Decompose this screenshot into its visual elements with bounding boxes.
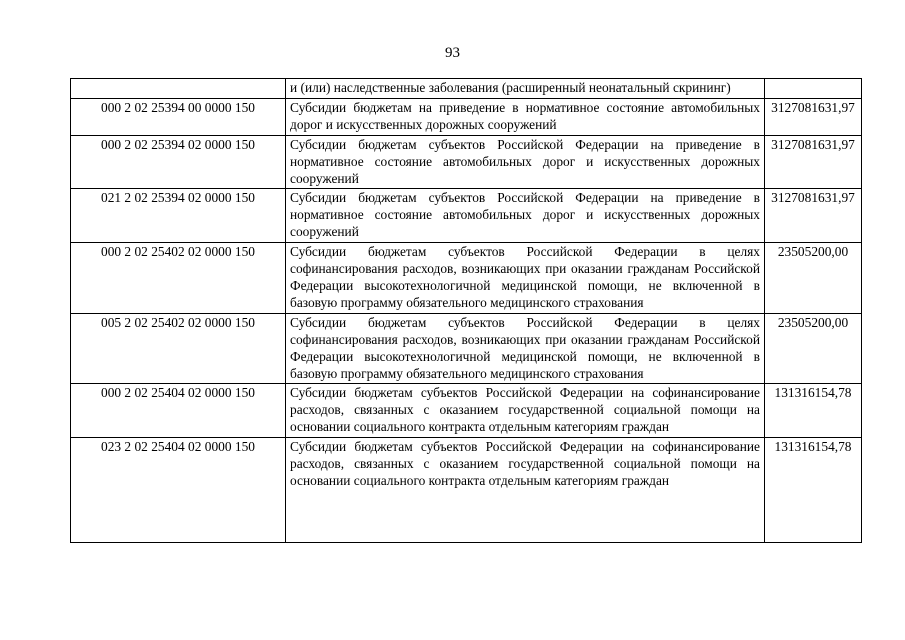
classification-code: 000 2 02 25404 02 0000 150: [71, 384, 286, 438]
amount: 23505200,00: [765, 313, 862, 384]
amount: 131316154,78: [765, 384, 862, 438]
classification-code: 000 2 02 25394 02 0000 150: [71, 135, 286, 189]
table-row: [71, 384, 862, 438]
table-row: [71, 243, 862, 314]
classification-code: 023 2 02 25404 02 0000 150: [71, 438, 286, 543]
amount: 3127081631,97: [765, 135, 862, 189]
classification-code: 000 2 02 25394 00 0000 150: [71, 98, 286, 135]
revenue-description: Субсидии бюджетам субъектов Российской Федерации на приведение в нормативное состояние автомобильных дорог и искусственных дорожных сооружений: [286, 189, 765, 243]
classification-code: 000 2 02 25402 02 0000 150: [71, 243, 286, 314]
table-row: [71, 98, 862, 135]
classification-code: 021 2 02 25394 02 0000 150: [71, 189, 286, 243]
amount: 131316154,78: [765, 438, 862, 543]
page-number: 93: [445, 45, 460, 61]
table-row: [71, 79, 862, 99]
amount: 23505200,00: [765, 243, 862, 314]
table-row: [71, 438, 862, 543]
amount: [765, 79, 862, 99]
budget-revenue-table: [70, 78, 862, 543]
amount: 3127081631,97: [765, 189, 862, 243]
revenue-description: и (или) наследственные заболевания (расширенный неонатальный скрининг): [286, 79, 765, 99]
revenue-description: Субсидии бюджетам субъектов Российской Федерации на софинансирование расходов, связанных с оказанием государственной социальной помощи на основании социального контракта отдельным категориям граждан: [286, 384, 765, 438]
revenue-description: Субсидии бюджетам субъектов Российской Федерации на софинансирование расходов, связанных с оказанием государственной социальной помощи на основании социального контракта отдельным категориям граждан: [286, 438, 765, 543]
table-row: [71, 189, 862, 243]
revenue-description: Субсидии бюджетам субъектов Российской Федерации в целях софинансирования расходов, возникающих при оказании гражданам Российской Федерации высокотехнологичной медицинской помощи, не включенной в базовую программу обязательного медицинского страхования: [286, 243, 765, 314]
table-row: [71, 135, 862, 189]
amount: 3127081631,97: [765, 98, 862, 135]
revenue-description: Субсидии бюджетам на приведение в нормативное состояние автомобильных дорог и искусственных дорожных сооружений: [286, 98, 765, 135]
classification-code: [71, 79, 286, 99]
table-row: [71, 313, 862, 384]
revenue-description: Субсидии бюджетам субъектов Российской Федерации в целях софинансирования расходов, возникающих при оказании гражданам Российской Федерации высокотехнологичной медицинской помощи, не включенной в базовую программу обязательного медицинского страхования: [286, 313, 765, 384]
classification-code: 005 2 02 25402 02 0000 150: [71, 313, 286, 384]
revenue-description: Субсидии бюджетам субъектов Российской Федерации на приведение в нормативное состояние автомобильных дорог и искусственных дорожных сооружений: [286, 135, 765, 189]
